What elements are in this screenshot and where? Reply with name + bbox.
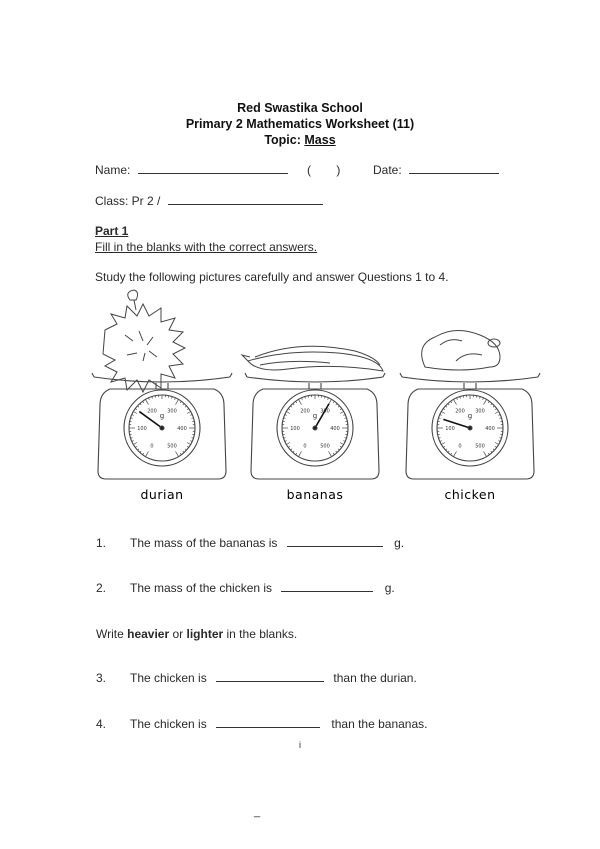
durian-icon: [103, 290, 185, 392]
question-4: [96, 717, 427, 731]
answer-blank-1[interactable]: [287, 536, 383, 547]
word-lighter: lighter: [186, 627, 224, 641]
question-text: The mass of the bananas is: [130, 536, 278, 550]
scales-illustration: [0, 285, 600, 515]
index-paren-open: (: [307, 163, 312, 177]
name-field: [95, 163, 340, 177]
dial-label: 100: [290, 426, 300, 432]
question-unit: g.: [394, 536, 405, 550]
date-blank[interactable]: [409, 163, 499, 174]
write-pre: Write: [96, 627, 128, 641]
write-mid: or: [169, 627, 187, 641]
question-2: [96, 581, 395, 595]
scale-label-durian: durian: [140, 487, 184, 502]
class-label: Class: Pr 2 /: [95, 194, 161, 208]
dial-label: 400: [177, 426, 187, 432]
chicken-icon: [422, 330, 500, 370]
dial-unit: g: [159, 412, 165, 420]
date-label: Date:: [373, 163, 402, 177]
dial-label: 0: [303, 443, 307, 450]
question-post: than the durian.: [333, 671, 417, 685]
topic-prefix: Topic:: [264, 133, 305, 147]
question-number: 3.: [96, 671, 107, 685]
date-field: [373, 163, 499, 177]
dial-label: 400: [330, 426, 340, 432]
question-1: [96, 536, 404, 550]
dial-unit: g: [312, 412, 318, 420]
question-text: The mass of the chicken is: [130, 581, 273, 595]
page-mark-1: i: [299, 740, 301, 750]
question-post: than the bananas.: [331, 717, 428, 731]
name-label: Name:: [95, 163, 131, 177]
school-name: Red Swastika School: [237, 101, 363, 115]
dial-unit: g: [467, 412, 473, 420]
dial-label: 200: [455, 408, 465, 415]
class-blank[interactable]: [168, 194, 323, 205]
dial-label: 0: [458, 443, 462, 450]
scale-chicken: [400, 373, 540, 479]
scale-durian: [92, 373, 232, 479]
scale-pan: [247, 377, 383, 382]
class-field: [95, 194, 323, 208]
part-heading: Part 1: [95, 224, 129, 238]
scale-pan: [402, 377, 538, 382]
question-text: The chicken is: [130, 671, 207, 685]
dial-label: 0: [150, 443, 154, 450]
dial-label: 100: [137, 426, 147, 432]
scale-label-bananas: bananas: [286, 487, 344, 502]
write-post: in the blanks.: [223, 627, 298, 641]
question-text: The chicken is: [130, 717, 207, 731]
answer-blank-4[interactable]: [216, 717, 320, 728]
dial-label: 300: [167, 408, 177, 415]
name-blank[interactable]: [138, 163, 288, 174]
answer-blank-2[interactable]: [281, 581, 373, 592]
answer-blank-3[interactable]: [216, 671, 324, 682]
dial-label: 500: [475, 443, 485, 450]
word-heavier: heavier: [127, 627, 170, 641]
scale-bananas: [245, 373, 385, 479]
bananas-icon: [242, 346, 383, 371]
dial-label: 300: [475, 408, 485, 415]
topic-line: [0, 133, 600, 147]
question-number: 2.: [96, 581, 107, 595]
study-instruction: Study the following pictures carefully and answer Questions 1 to 4.: [95, 270, 449, 284]
dial-label: 500: [167, 443, 177, 450]
write-instruction: [96, 627, 297, 641]
question-3: [96, 671, 417, 685]
topic-name: Mass: [304, 133, 336, 147]
dial-label: 500: [320, 443, 330, 450]
question-unit: g.: [384, 581, 395, 595]
page-mark-2: _: [254, 806, 261, 818]
dial-label: 300: [320, 408, 330, 415]
question-number: 1.: [96, 536, 107, 550]
dial-label: 200: [147, 408, 157, 415]
worksheet-title: Primary 2 Mathematics Worksheet (11): [185, 117, 415, 131]
dial-label: 400: [485, 426, 495, 432]
dial-label: 200: [300, 408, 310, 415]
index-paren-close: ): [336, 163, 341, 177]
question-number: 4.: [96, 717, 107, 731]
scale-label-chicken: chicken: [444, 487, 496, 502]
dial-label: 100: [445, 426, 455, 432]
part-instruction: Fill in the blanks with the correct answers.: [95, 240, 318, 254]
